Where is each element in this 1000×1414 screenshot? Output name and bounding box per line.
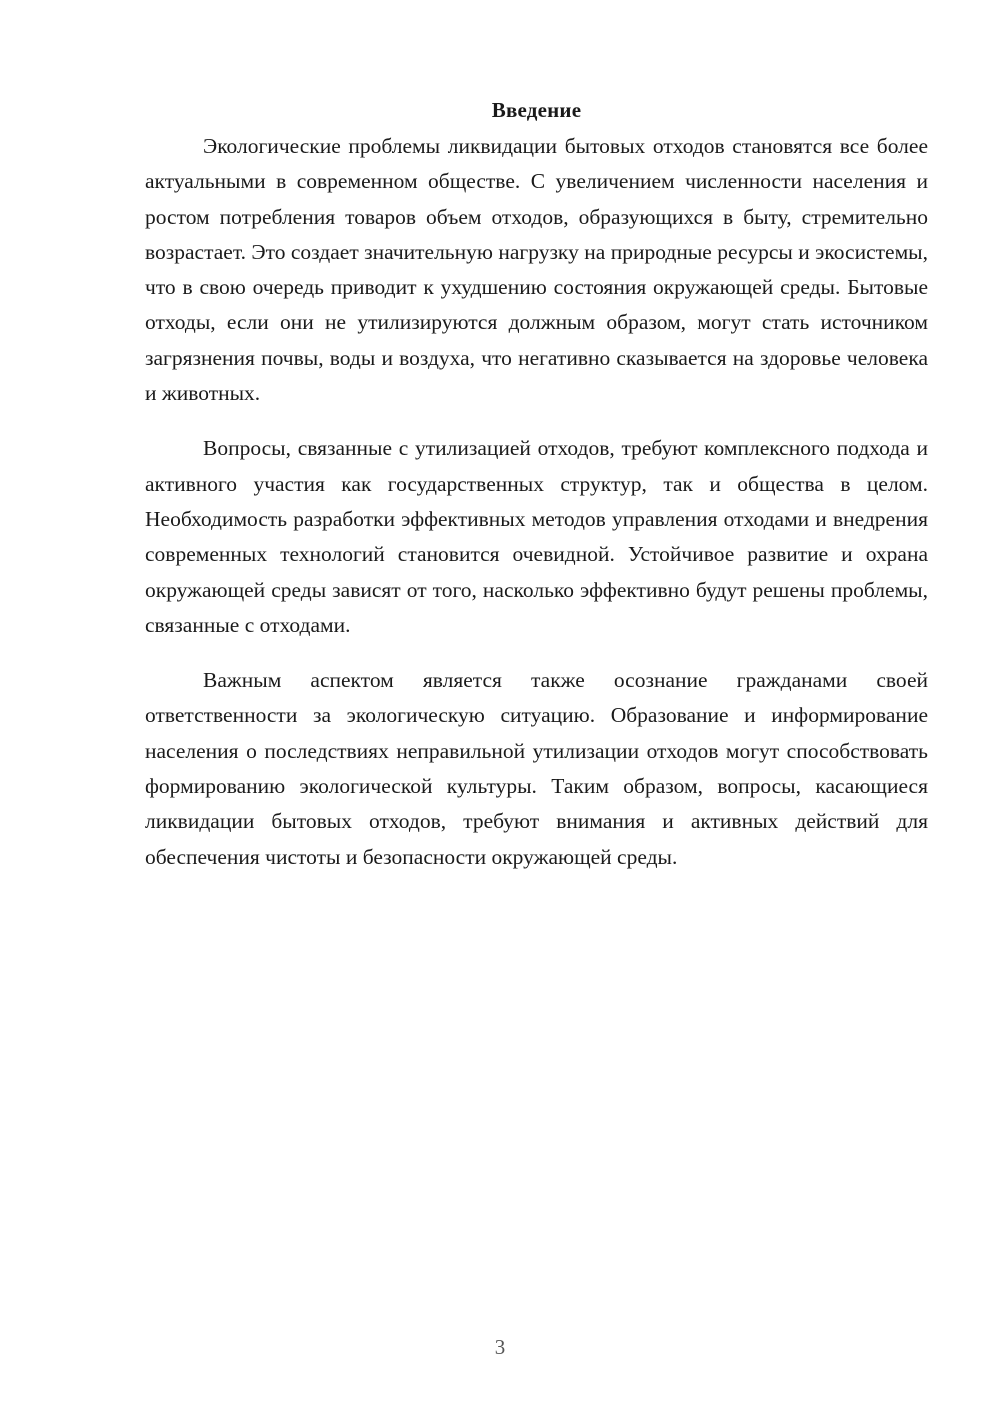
paragraph-1: Экологические проблемы ликвидации бытовых отходов становятся все более актуальными в современном обществе. С увеличением численности населения и ростом потребления товаров объем отходов, образующихся в быту, стремительно возрастает. Это создает значительную нагрузку на природные ресурсы и экосистемы, что в свою очередь приводит к ухудшению состояния окружающей среды. Бытовые отходы, если они не утилизируются должным образом, могут стать источником загрязнения почвы, воды и воздуха, что негативно сказывается на здоровье человека и животных. (145, 134, 928, 406)
page-content (145, 95, 928, 875)
paragraph-3: Важным аспектом является также осознание гражданами своей ответственности за экологическую ситуацию. Образование и информирование населения о последствиях неправильной утилизации отходов могут способствовать формированию экологической культуры. Таким образом, вопросы, касающиеся ликвидации бытовых отходов, требуют внимания и активных действий для обеспечения чистоты и безопасности окружающей среды. (145, 668, 928, 869)
section-title: Введение (491, 98, 582, 122)
page-number: 3 (494, 1335, 506, 1359)
paragraph-2: Вопросы, связанные с утилизацией отходов, требуют комплексного подхода и активного участия как государственных структур, так и общества в целом. Необходимость разработки эффективных методов управления отходами и внедрения современных технологий становится очевидной. Устойчивое развитие и охрана окружающей среды зависят от того, насколько эффективно будут решены проблемы, связанные с отходами. (145, 436, 928, 637)
